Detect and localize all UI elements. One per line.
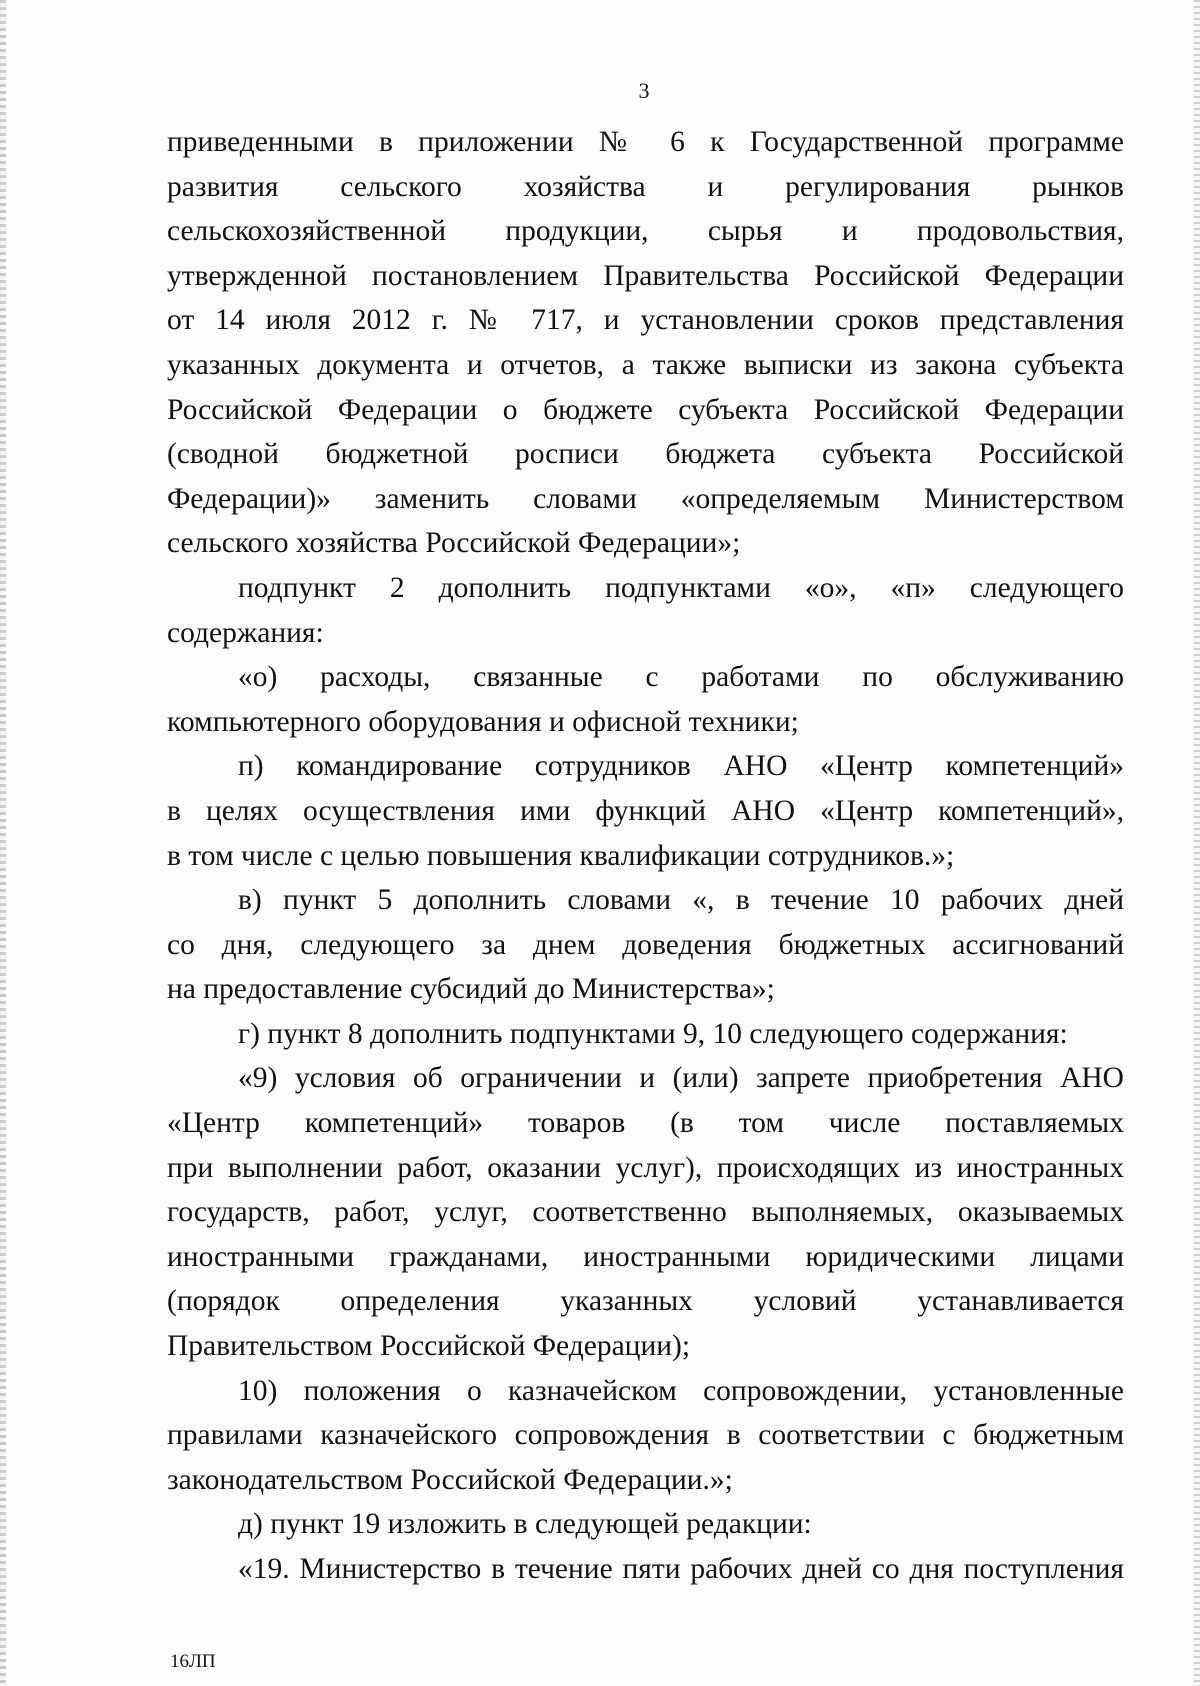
text-line: законодательством Российской Федерации.»; — [167, 1463, 733, 1496]
text-line: «9) условия об ограничении и (или) запрете приобретения АНО — [238, 1062, 1124, 1095]
text-line: «о) расходы, связанные с работами по обслуживанию — [238, 661, 1124, 694]
text-line: «Центр компетенций» товаров (в том числе поставляемых — [167, 1107, 1124, 1140]
text-line: приведенными в приложении № 6 к Государственной программе — [167, 126, 1124, 158]
text-line: сельскохозяйственной продукции, сырья и продовольствия, — [167, 215, 1124, 248]
text-line: в том числе с целью повышения квалификации сотрудников.»; — [167, 839, 955, 872]
text-line: развития сельского хозяйства и регулирования рынков — [167, 170, 1124, 203]
text-line: на предоставление субсидий до Министерства»; — [167, 973, 775, 1006]
scan-edge-left — [0, 0, 6, 1686]
text-line: содержания: — [167, 616, 324, 649]
text-line: компьютерного оборудования и офисной техники; — [167, 705, 799, 738]
text-line: при выполнении работ, оказании услуг), происходящих из иностранных — [167, 1151, 1124, 1184]
text-line: г) пункт 8 дополнить подпунктами 9, 10 следующего содержания: — [238, 1017, 1068, 1050]
scan-edge-right — [1194, 0, 1200, 1686]
page-number: 3 — [638, 78, 650, 103]
text-line: правилами казначейского сопровождения в соответствии с бюджетным — [167, 1419, 1124, 1452]
text-line: в целях осуществления ими функций АНО «Центр компетенций», — [167, 794, 1124, 827]
text-line: указанных документа и отчетов, а также выписки из закона субъекта — [167, 348, 1124, 381]
text-line: Правительством Российской Федерации); — [167, 1330, 691, 1363]
document-body — [167, 120, 1124, 1592]
text-line: д) пункт 19 изложить в следующей редакции: — [238, 1508, 812, 1541]
text-line: (порядок определения указанных условий устанавливается — [167, 1285, 1124, 1318]
text-line: подпункт 2 дополнить подпунктами «о», «п» следующего — [238, 571, 1124, 604]
text-line: со дня, следующего за днем доведения бюджетных ассигнований — [167, 928, 1124, 961]
text-line: (сводной бюджетной росписи бюджета субъекта Российской — [167, 438, 1124, 471]
text-line: «19. Министерство в течение пяти рабочих дней со дня поступления — [238, 1553, 1124, 1585]
text-line: п) командирование сотрудников АНО «Центр компетенций» — [238, 750, 1124, 783]
text-line: утвержденной постановлением Правительства Российской Федерации — [167, 259, 1124, 292]
text-line: Российской Федерации о бюджете субъекта Российской Федерации — [167, 393, 1124, 426]
text-line: Федерации)» заменить словами «определяемым Министерством — [167, 482, 1124, 515]
text-line: иностранными гражданами, иностранными юридическими лицами — [167, 1240, 1124, 1273]
text-line: 10) положения о казначейском сопровождении, установленные — [238, 1374, 1124, 1407]
footer-code: 16ЛП — [170, 1651, 216, 1672]
text-line: в) пункт 5 дополнить словами «, в течение 10 рабочих дней — [238, 884, 1124, 917]
text-line: от 14 июля 2012 г. № 717, и установлении сроков представления — [167, 304, 1124, 337]
text-line: сельского хозяйства Российской Федерации»; — [167, 527, 741, 560]
text-line: государств, работ, услуг, соответственно выполняемых, оказываемых — [167, 1196, 1124, 1229]
